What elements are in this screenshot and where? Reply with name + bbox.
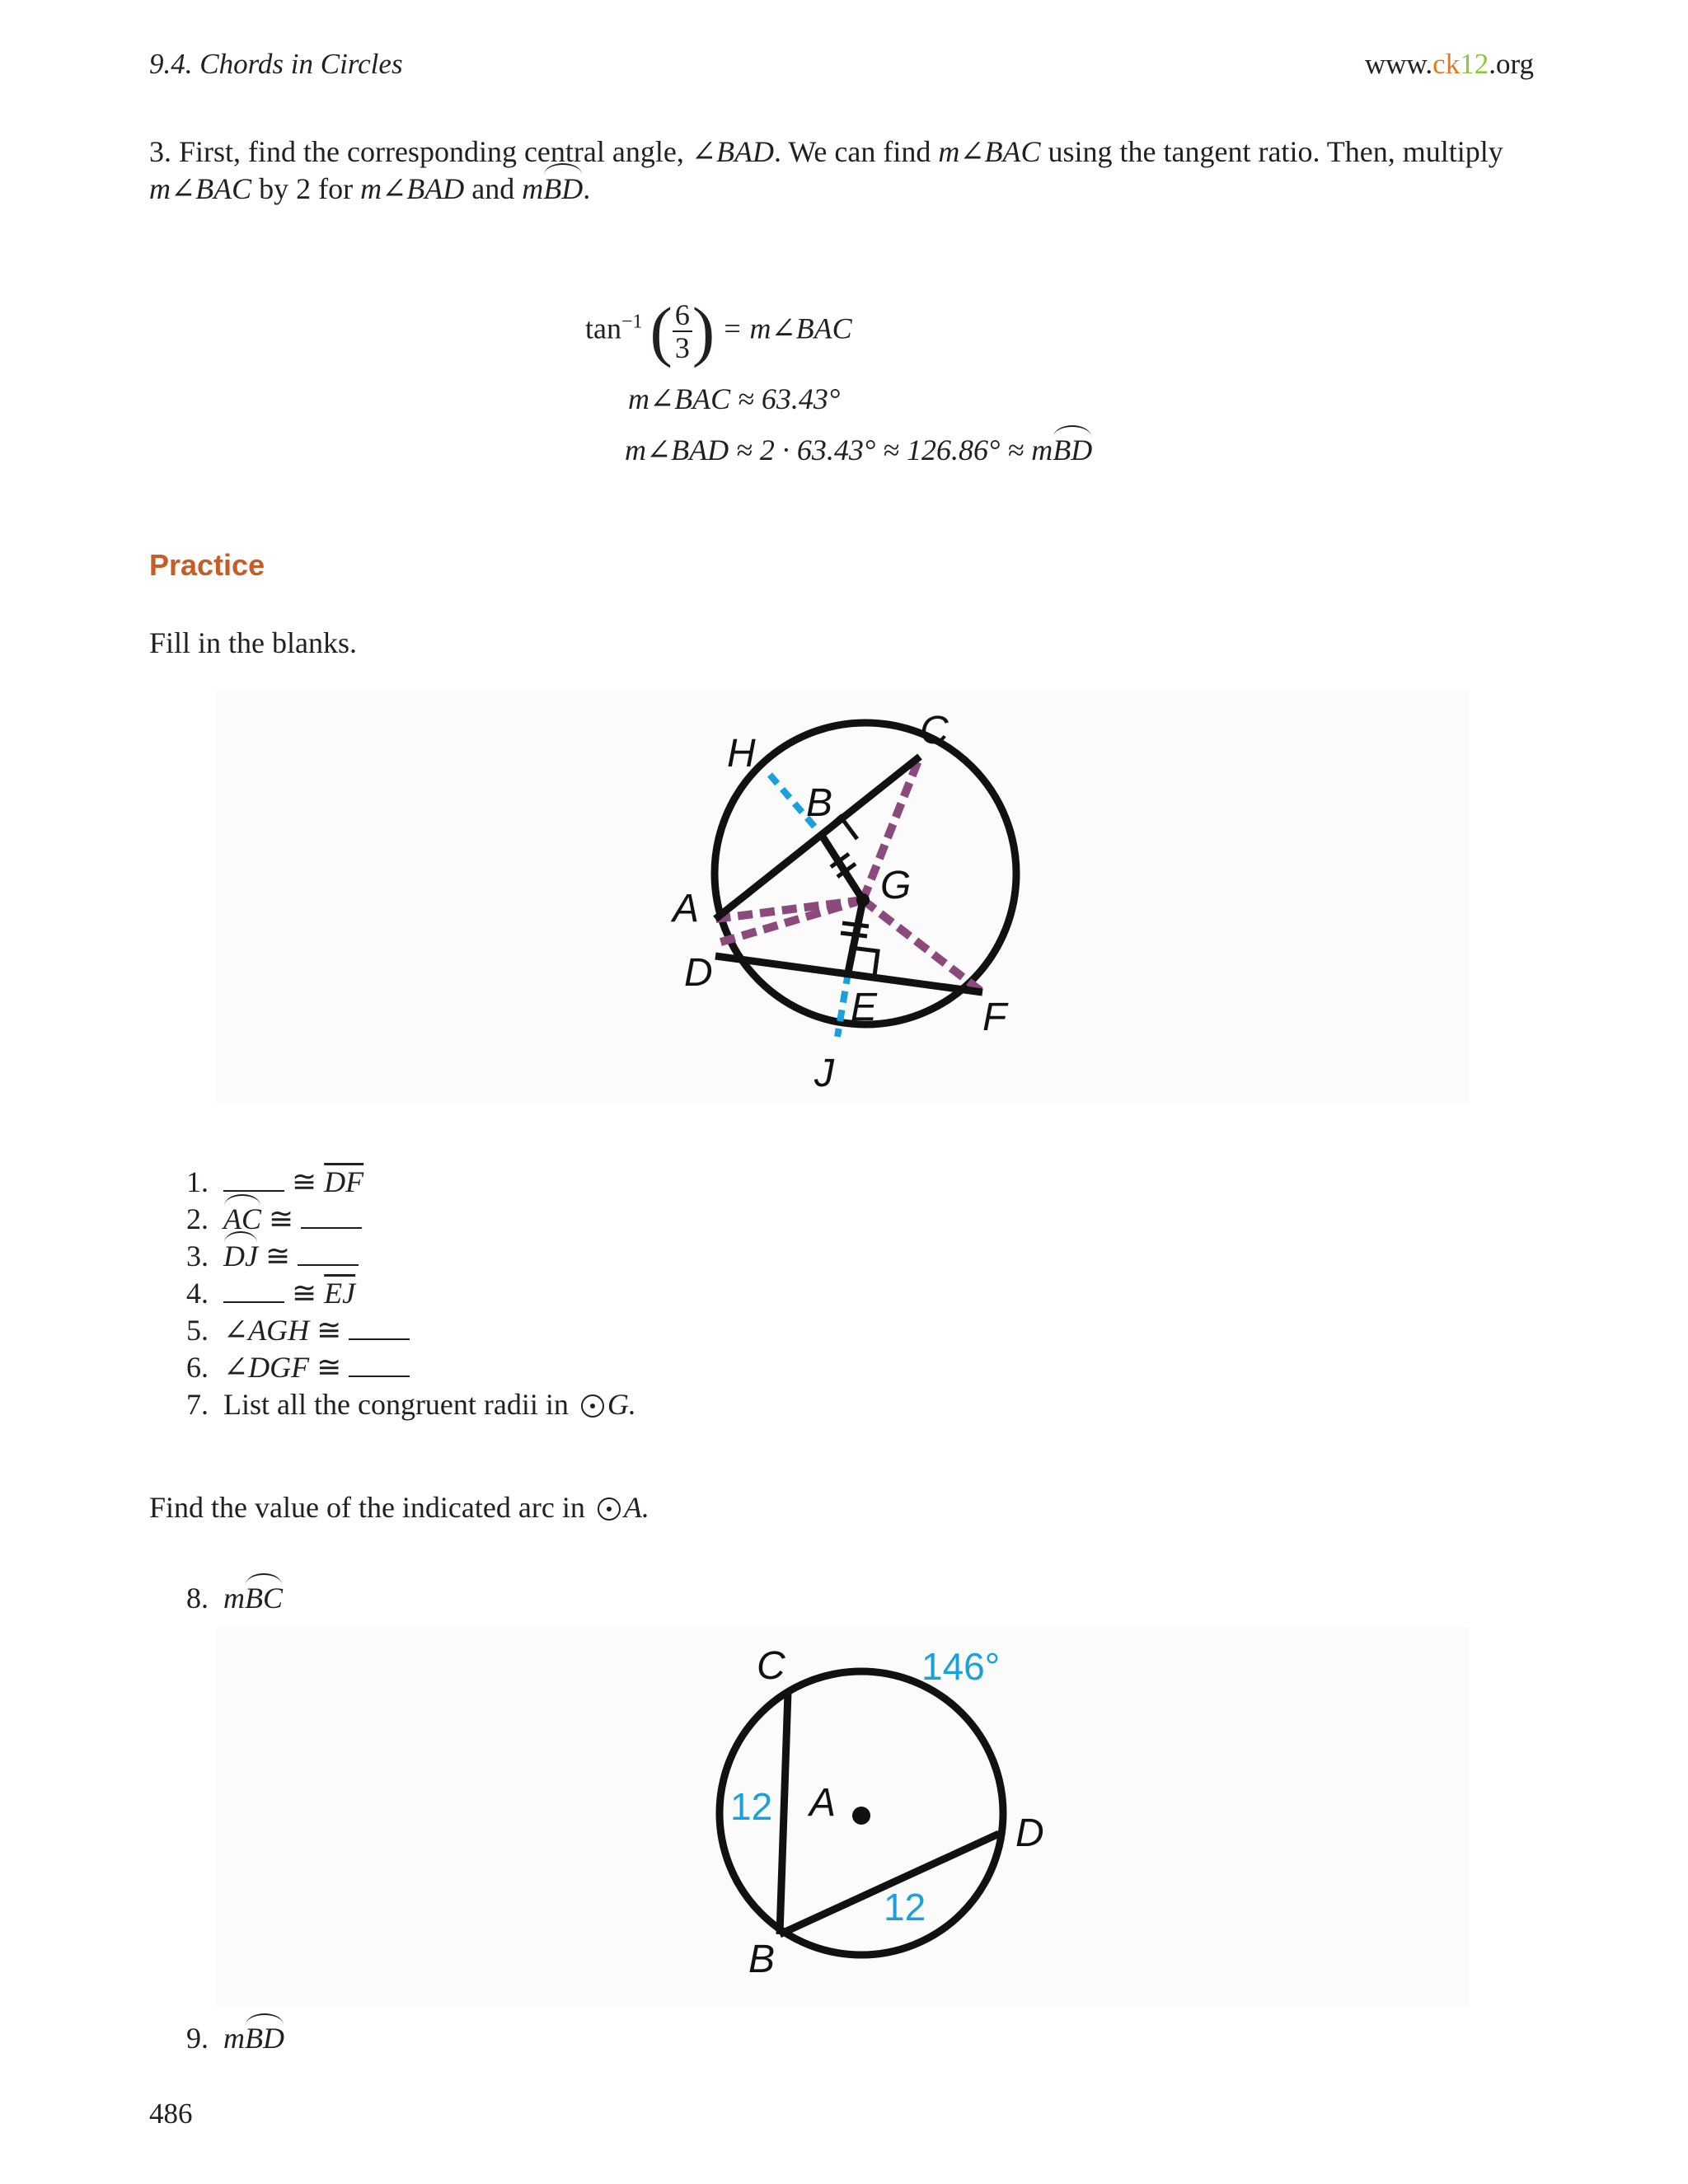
equation-line-2: m∠BAC ≈ 63.43° — [628, 382, 841, 415]
equation-line-1: $\tan^{-1}$ ( $\frac{6}{3}$ ) = m∠BAC — [585, 293, 852, 368]
label-b: B — [748, 1938, 776, 1981]
answer-blank[interactable] — [223, 1277, 284, 1303]
label-e: E — [851, 986, 878, 1029]
arc-measure-label: 146° — [921, 1645, 1001, 1688]
answer-blank[interactable] — [223, 1165, 284, 1192]
figure-2-circle-diagram — [692, 1636, 1071, 1999]
label-g: G — [880, 864, 912, 907]
site-url[interactable]: www.ck12.org — [1364, 48, 1534, 80]
answer-blank[interactable] — [298, 1240, 359, 1266]
label-a: A — [809, 1781, 837, 1825]
center-g-dot — [856, 893, 870, 907]
list-item-1: 1. ≅ $\overline{DF}$ — [186, 1165, 364, 1198]
list-item-4: 4. ≅ $\overline{EJ}$ — [186, 1277, 356, 1310]
page-number: 486 — [149, 2097, 193, 2130]
circle-dot-icon — [581, 1394, 604, 1418]
list-item-5: 5. ∠AGH ≅ — [186, 1313, 410, 1347]
answer-blank[interactable] — [349, 1351, 410, 1377]
list-item-3: 3. DJ ≅ — [186, 1239, 359, 1273]
list-item-7: 7. List all the congruent radii in G. — [186, 1388, 636, 1421]
chord-bd-length: 12 — [884, 1886, 926, 1929]
practice-heading: Practice — [149, 548, 265, 582]
equation-line-3: m∠BAD ≈ 2 · 63.43° ≈ 126.86° ≈ mBD — [625, 434, 1093, 466]
label-d: D — [684, 951, 713, 995]
find-arc-instruction: Find the value of the indicated arc in A. — [149, 1491, 649, 1524]
center-a-dot — [852, 1807, 870, 1825]
label-c: C — [920, 709, 949, 752]
label-h: H — [727, 732, 756, 776]
label-b: B — [806, 781, 833, 825]
label-c: C — [757, 1644, 785, 1688]
label-f: F — [982, 996, 1007, 1039]
answer-blank[interactable] — [301, 1202, 362, 1229]
circle-dot-icon — [598, 1497, 621, 1521]
intro-paragraph: 3. First, find the corresponding central angle, ∠BAD. We can find m∠BAC using the tangent ratio. Then, multiply m∠BAC by 2 for m∠BAD and mBD. — [149, 134, 1542, 208]
label-j: J — [814, 1052, 834, 1095]
answer-blank[interactable] — [349, 1314, 410, 1340]
section-header: 9.4. Chords in Circles — [149, 48, 403, 80]
figure-1-circle-diagram — [626, 709, 1055, 1104]
question-9: 9. mBD — [186, 2022, 284, 2055]
label-d: D — [1015, 1811, 1044, 1855]
list-item-6: 6. ∠DGF ≅ — [186, 1350, 410, 1385]
question-8: 8. mBC — [186, 1582, 284, 1615]
label-a: A — [673, 887, 700, 930]
chord-bc-length: 12 — [730, 1785, 773, 1828]
practice-instruction: Fill in the blanks. — [149, 626, 357, 659]
list-item-2: 2. AC ≅ — [186, 1202, 362, 1236]
